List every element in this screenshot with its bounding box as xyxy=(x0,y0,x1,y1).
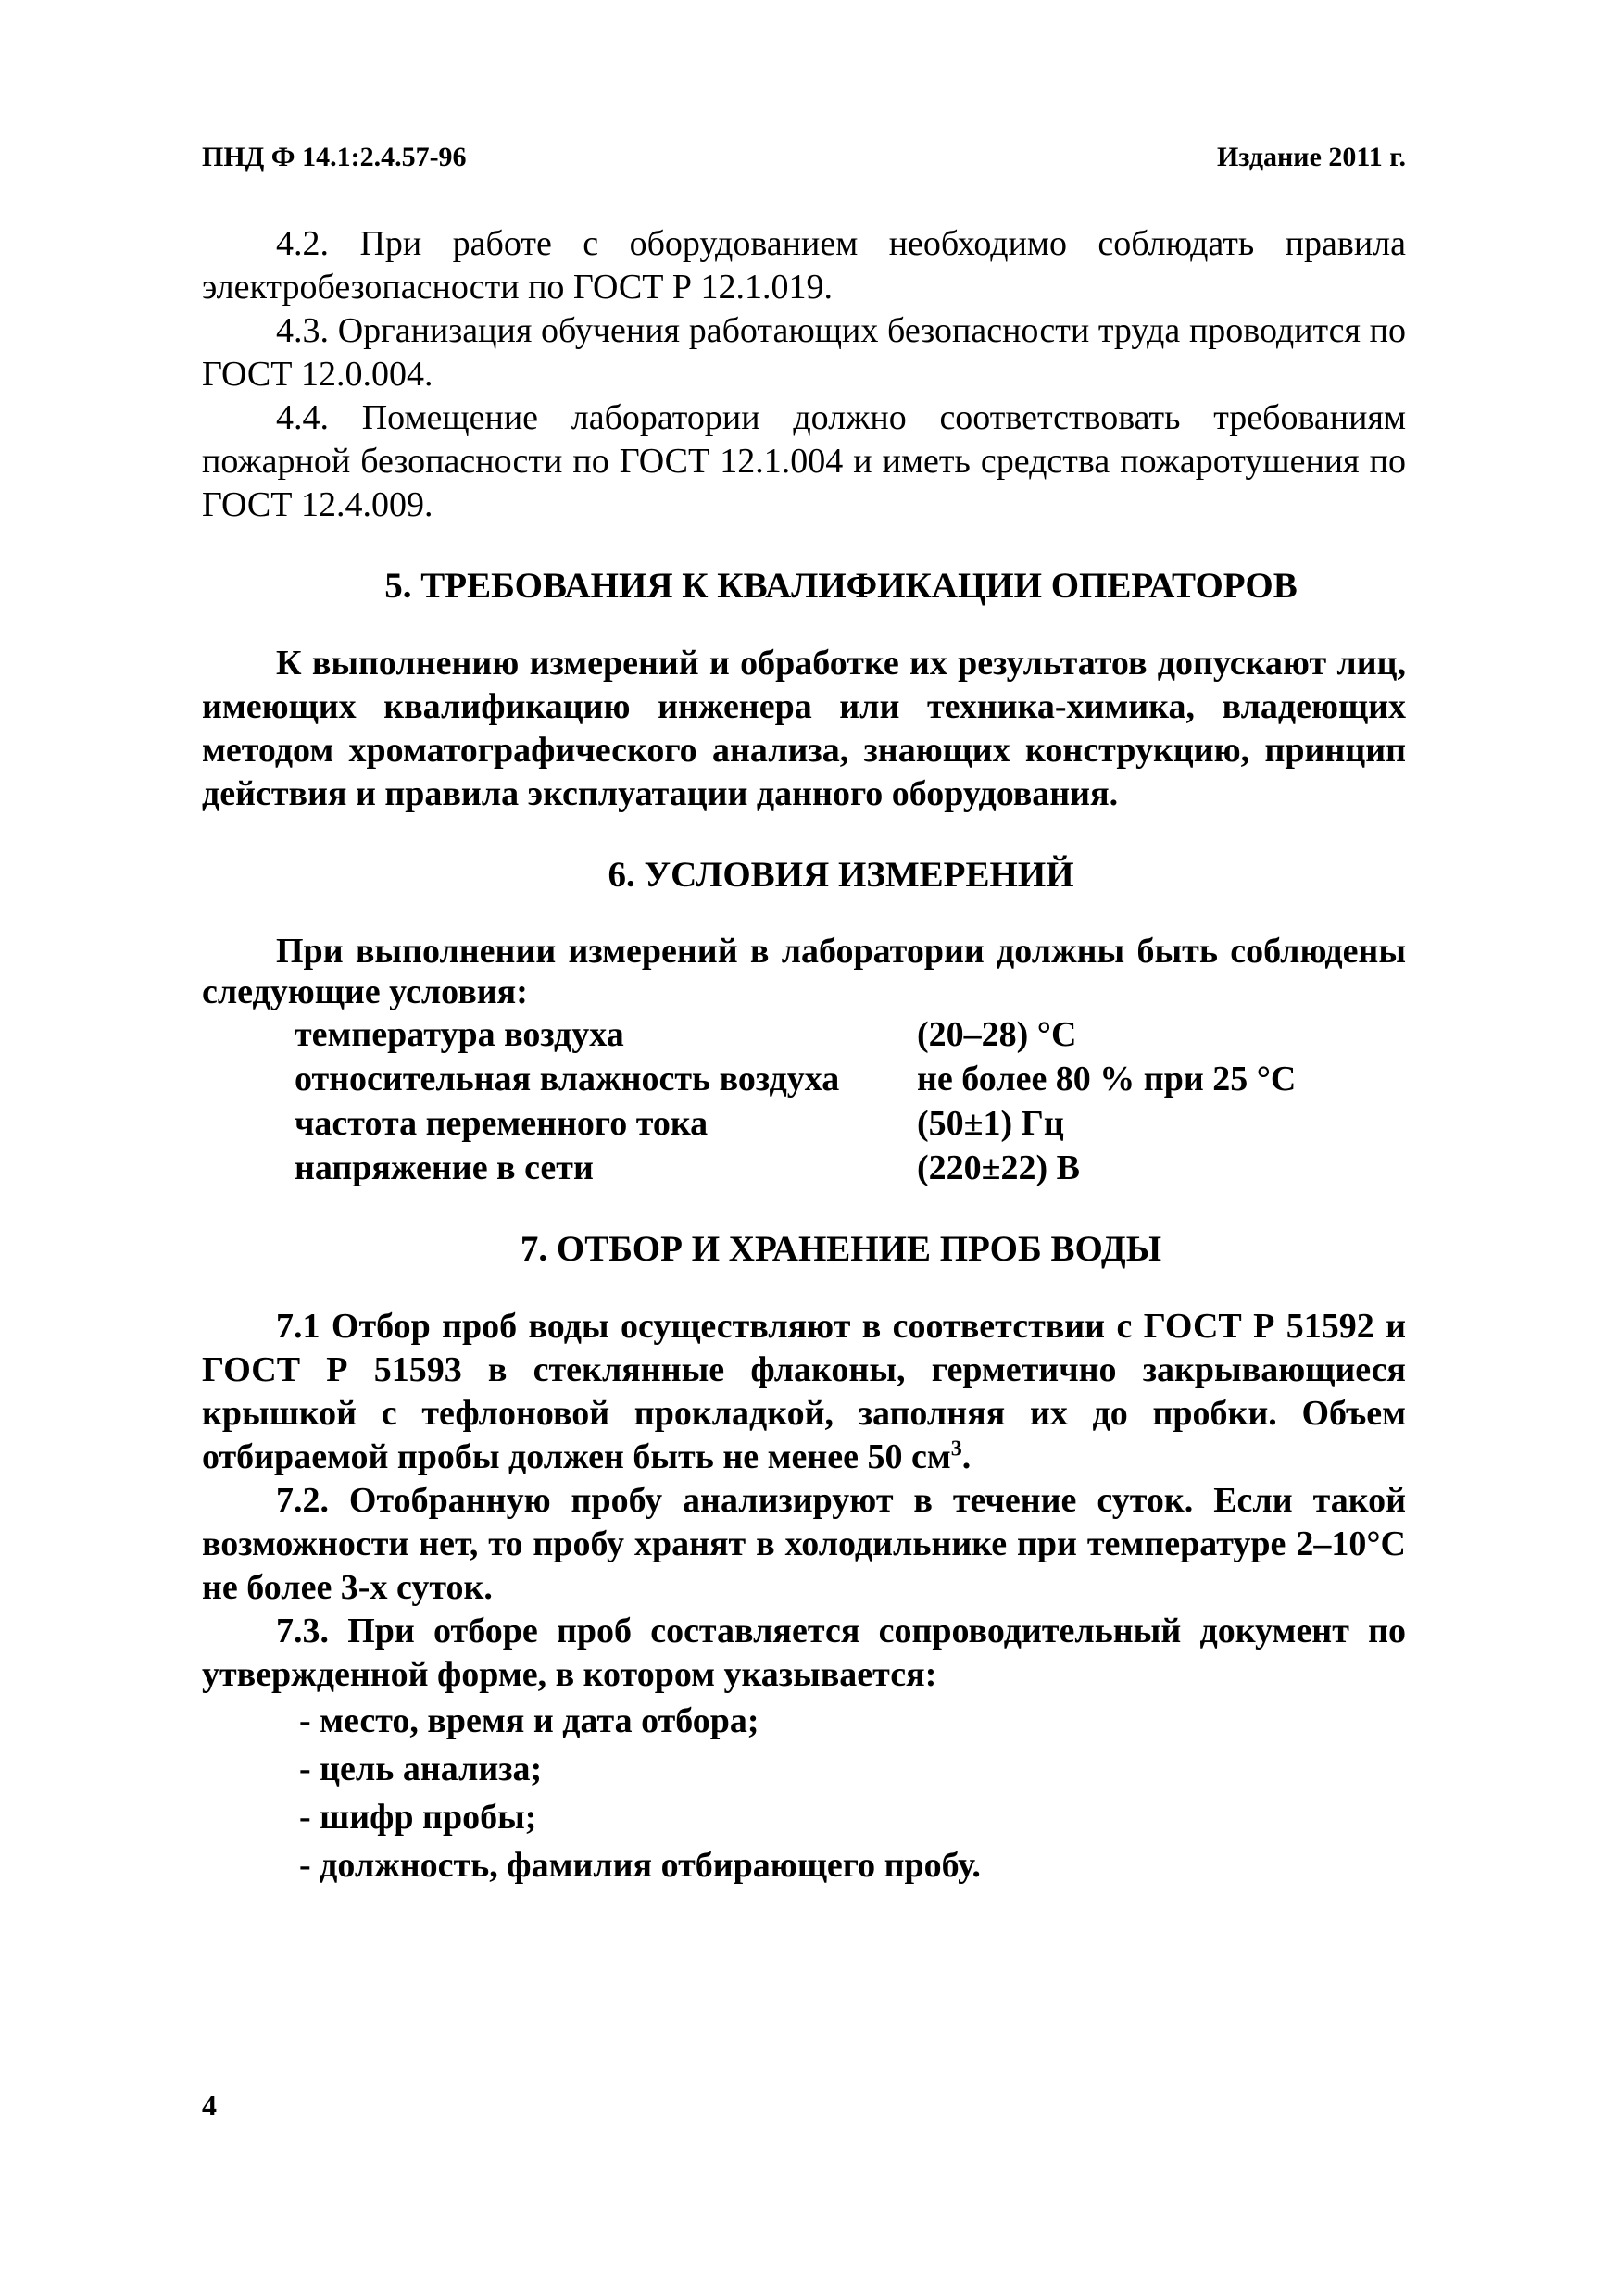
condition-value: (20–28) °C xyxy=(917,1015,1077,1054)
paragraph-4-4: 4.4. Помещение лаборатории должно соответствовать требованиям пожарной безопасности по ГОСТ 12.1.004 и иметь средства пожаротушения по ГОСТ 12.4.009. xyxy=(202,398,1406,524)
page-number: 4 xyxy=(202,2089,217,2122)
condition-value: (50±1) Гц xyxy=(917,1104,1064,1143)
condition-label: относительная влажность воздуха xyxy=(295,1060,840,1098)
edition-label: Издание 2011 г. xyxy=(1217,142,1406,172)
condition-row xyxy=(295,1012,1406,1057)
condition-label: температура воздуха xyxy=(295,1015,624,1054)
document-code: ПНД Ф 14.1:2.4.57-96 xyxy=(202,142,467,172)
paragraph-4-2: 4.2. При работе с оборудованием необходимо соблюдать правила электробезопасности по ГОСТ Р 12.1.019. xyxy=(202,224,1406,307)
section-5-title: 5. ТРЕБОВАНИЯ К КВАЛИФИКАЦИИ ОПЕРАТОРОВ xyxy=(384,566,1298,606)
conditions-table xyxy=(295,1012,1406,1190)
superscript-3: 3 xyxy=(950,1437,962,1462)
condition-label: частота переменного тока xyxy=(295,1104,709,1143)
section-7-title: 7. ОТБОР И ХРАНЕНИЕ ПРОБ ВОДЫ xyxy=(520,1229,1162,1269)
condition-row xyxy=(295,1057,1406,1101)
list-item: - место, время и дата отбора; xyxy=(299,1701,759,1740)
list-item: - цель анализа; xyxy=(299,1750,543,1788)
condition-value: (220±22) В xyxy=(917,1148,1081,1187)
paragraph-4-3: 4.3. Организация обучения работающих безопасности труда проводится по ГОСТ 12.0.004. xyxy=(202,311,1406,394)
condition-value: не более 80 % при 25 °C xyxy=(917,1060,1297,1098)
condition-label: напряжение в сети xyxy=(295,1148,594,1187)
paragraph-7-1-text: 7.1 Отбор проб воды осуществляют в соответствии с ГОСТ Р 51592 и ГОСТ Р 51593 в стеклянные флаконы, герметично закрывающиеся крышкой с тефлоновой прокладкой, заполняя их до пробки. Объем отбираемой пробы должен быть не менее 50 см xyxy=(202,1307,1406,1476)
section-7-body xyxy=(202,1305,1406,1697)
section-6-intro: При выполнении измерений в лаборатории должны быть соблюдены следующие условия: xyxy=(202,932,1406,1011)
section-5-body xyxy=(202,642,1406,816)
section-6-body xyxy=(202,931,1406,1012)
section-5-text: К выполнению измерений и обработке их результатов допускают лиц, имеющих квалификацию инженера или техника-химика, владеющих методом хроматографического анализа, знающих конструкцию, принцип действия и правила эксплуатации данного оборудования. xyxy=(202,644,1406,813)
section-4-continuation xyxy=(202,222,1406,527)
list-item: - должность, фамилия отбирающего пробу. xyxy=(299,1846,981,1885)
document-page xyxy=(202,139,1406,2223)
paragraph-7-3: 7.3. При отборе проб составляется сопроводительный документ по утвержденной форме, в котором указывается: xyxy=(202,1612,1406,1694)
paragraph-7-2: 7.2. Отобранную пробу анализируют в течение суток. Если такой возможности нет, то пробу хранят в холодильнике при температуре 2–10°С не более 3-х суток. xyxy=(202,1481,1406,1607)
paragraph-7-1 xyxy=(202,1305,1406,1479)
section-6-title: 6. УСЛОВИЯ ИЗМЕРЕНИЙ xyxy=(608,855,1074,895)
condition-row xyxy=(295,1101,1406,1146)
paragraph-7-1-end: . xyxy=(961,1437,972,1476)
page-header xyxy=(202,139,1406,176)
sample-document-list xyxy=(299,1697,1406,1889)
list-item: - шифр пробы; xyxy=(299,1798,537,1837)
condition-row xyxy=(295,1146,1406,1190)
